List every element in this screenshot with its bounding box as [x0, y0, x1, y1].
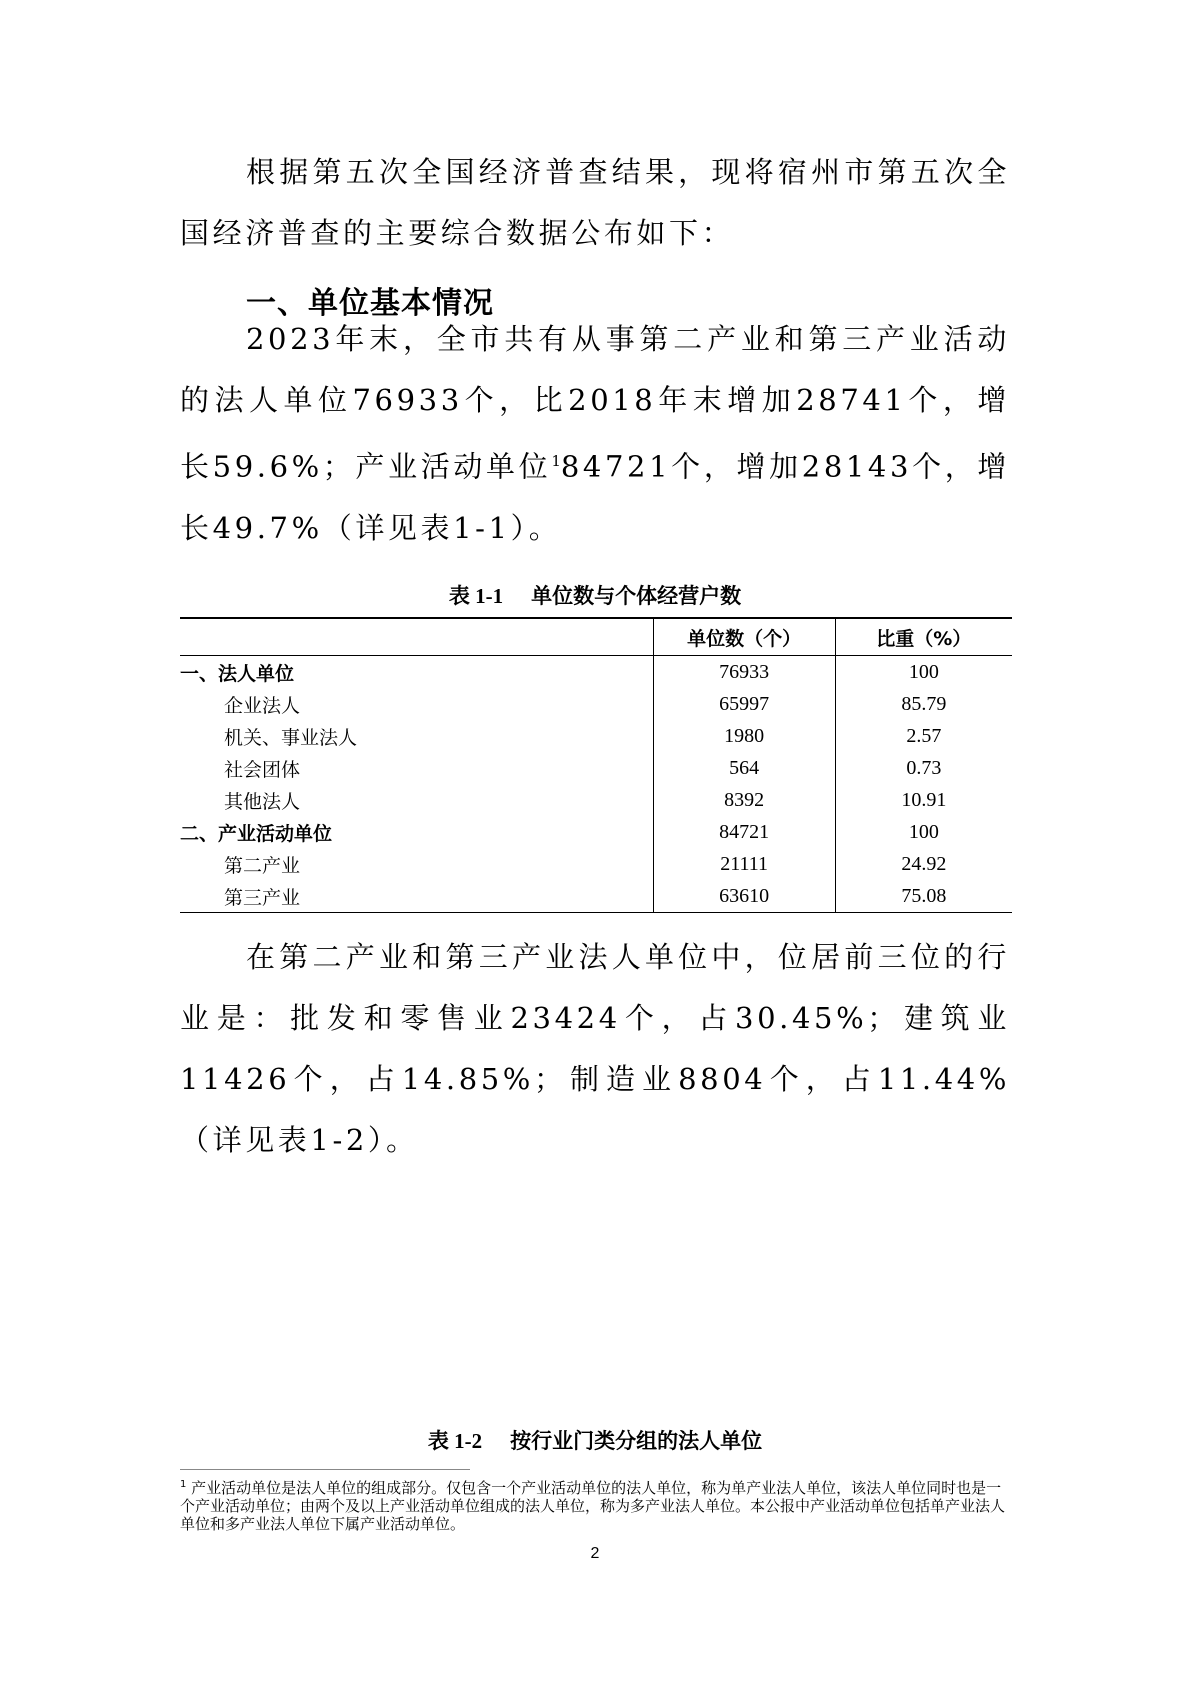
- row-count: 8392: [653, 784, 835, 816]
- table-row: [180, 848, 1012, 880]
- row-count: 76933: [653, 656, 835, 689]
- row-share: 2.57: [835, 720, 1012, 752]
- row-share: 100: [835, 816, 1012, 848]
- row-label: 第三产业: [180, 880, 653, 913]
- row-label: 机关、事业法人: [224, 726, 358, 749]
- row-count: 1980: [653, 720, 835, 752]
- row-count: 84721: [653, 816, 835, 848]
- intro-paragraph: 根据第五次全国经济普查结果，现将宿州市第五次全国经济普查的主要综合数据公布如下：: [180, 155, 1010, 250]
- table-header-count: 单位数（个）: [653, 618, 835, 656]
- table-row: [180, 784, 1012, 816]
- footnote-divider: [180, 1469, 470, 1470]
- table-1-title: 单位数与个体经营户数: [531, 584, 742, 608]
- row-label: 企业法人: [224, 694, 301, 717]
- table-header-share: 比重（%）: [835, 618, 1012, 656]
- row-label: 一、法人单位: [180, 662, 295, 685]
- paragraph-unit-summary: [180, 309, 1010, 559]
- table-row: [180, 752, 1012, 784]
- row-share: 100: [835, 656, 1012, 689]
- footnote-text: 产业活动单位是法人单位的组成部分。仅包含一个产业活动单位的法人单位，称为单产业法人单位，该法人单位同时也是一个产业活动单位；由两个及以上产业活动单位组成的法人单位，称为多产业法人单位。本公报中产业活动单位包括单产业法人单位和多产业法人单位下属产业活动单位。: [180, 1479, 1006, 1533]
- row-count: 63610: [653, 880, 835, 913]
- table-row: [180, 816, 1012, 848]
- row-count: 65997: [653, 688, 835, 720]
- table-1-caption: [0, 580, 1190, 610]
- table-row: [180, 880, 1012, 913]
- table-header-label: [180, 618, 653, 656]
- footnote-number: 1: [180, 1479, 187, 1490]
- table-1-number: 表 1-1: [448, 584, 504, 608]
- page-number: 2: [590, 1545, 600, 1562]
- row-share: 75.08: [835, 880, 1012, 913]
- table-row: [180, 688, 1012, 720]
- row-share: 0.73: [835, 752, 1012, 784]
- row-count: 21111: [653, 848, 835, 880]
- row-share: 10.91: [835, 784, 1012, 816]
- table-2-caption: [0, 1425, 1190, 1455]
- table-row: [180, 720, 1012, 752]
- table-2-number: 表 1-2: [427, 1429, 483, 1453]
- paragraph-unit-summary-part2: 84721个，增加28143个，增长49.7%（详见表1-1）。: [180, 449, 1010, 545]
- table-1: [180, 617, 1012, 913]
- row-share: 24.92: [835, 848, 1012, 880]
- footnote-marker[interactable]: 1: [551, 452, 561, 470]
- footnote: [180, 1476, 1010, 1533]
- table-row: [180, 656, 1012, 689]
- row-label: 社会团体: [224, 758, 301, 781]
- paragraph-unit-summary-part1: 2023年末，全市共有从事第二产业和第三产业活动的法人单位76933个，比2018年末增加28741个，增长59.6%；产业活动单位: [180, 322, 1010, 484]
- row-count: 564: [653, 752, 835, 784]
- section-heading-unit-basics: 一、单位基本情况: [246, 286, 494, 321]
- table-2-title: 按行业门类分组的法人单位: [510, 1429, 763, 1453]
- row-label: 第二产业: [224, 854, 301, 877]
- paragraph-top-industries: 在第二产业和第三产业法人单位中，位居前三位的行业是：批发和零售业23424个，占30.45%；建筑业11426个，占14.85%；制造业8804个，占11.44%（详见表1-2）。: [180, 940, 1010, 1157]
- table-header-row: [180, 618, 1012, 656]
- row-label: 其他法人: [224, 790, 301, 813]
- row-share: 85.79: [835, 688, 1012, 720]
- row-label: 二、产业活动单位: [180, 822, 333, 845]
